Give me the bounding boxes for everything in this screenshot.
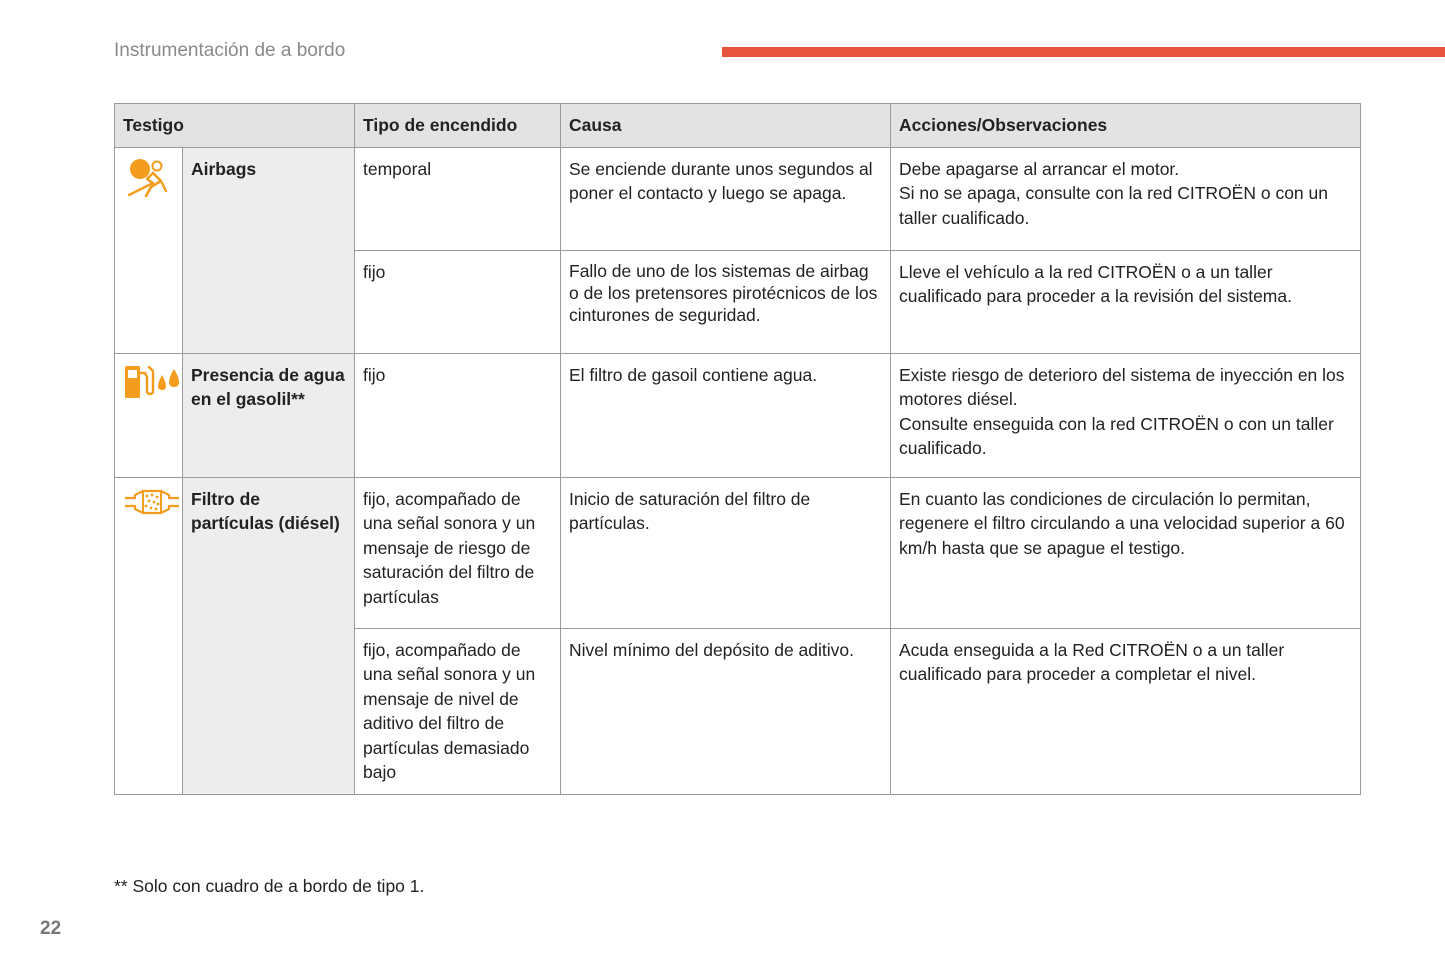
ignition-type-cell: fijo bbox=[355, 353, 561, 477]
cause-cell: Nivel mínimo del depósito de aditivo. bbox=[561, 628, 891, 794]
particle-filter-icon-cell bbox=[115, 477, 183, 794]
airbag-warning-icon bbox=[123, 157, 171, 201]
cause-cell: Inicio de saturación del filtro de partículas. bbox=[561, 477, 891, 628]
ignition-type-cell: temporal bbox=[355, 147, 561, 250]
airbag-icon-cell bbox=[115, 147, 183, 353]
column-header-tipo: Tipo de encendido bbox=[355, 104, 561, 148]
indicator-name-water: Presencia de agua en el gasolil** bbox=[183, 353, 355, 477]
footnote: ** Solo con cuadro de a bordo de tipo 1. bbox=[114, 876, 425, 896]
cause-cell: El filtro de gasoil contiene agua. bbox=[561, 353, 891, 477]
action-cell: En cuanto las condiciones de circulación lo permitan, regenere el filtro circulando a una velocidad superior a 60 km/h hasta que se apague el testigo. bbox=[891, 477, 1361, 628]
header-accent-bar bbox=[722, 47, 1445, 57]
indicator-name-particle-filter: Filtro de partículas (diésel) bbox=[183, 477, 355, 794]
indicator-name-airbags: Airbags bbox=[183, 147, 355, 353]
table-header-row bbox=[115, 104, 1361, 148]
cause-cell: Fallo de uno de los sistemas de airbag o de los pretensores pirotécnicos de los cinturones de seguridad. bbox=[561, 250, 891, 353]
page-number: 22 bbox=[40, 918, 62, 939]
ignition-type-cell: fijo bbox=[355, 250, 561, 353]
column-header-testigo: Testigo bbox=[115, 104, 355, 148]
table-row bbox=[115, 147, 1361, 250]
ignition-type-cell: fijo, acompañado de una señal sonora y un mensaje de nivel de aditivo del filtro de partículas demasiado bajo bbox=[355, 628, 561, 794]
table-row bbox=[115, 477, 1361, 628]
ignition-type-cell: fijo, acompañado de una señal sonora y un mensaje de riesgo de saturación del filtro de partículas bbox=[355, 477, 561, 628]
action-cell: Debe apagarse al arrancar el motor. Si no se apaga, consulte con la red CITROËN o con un taller cualificado. bbox=[891, 147, 1361, 250]
page-header-title: Instrumentación de a bordo bbox=[114, 40, 346, 61]
table-row bbox=[115, 353, 1361, 477]
particle-filter-icon bbox=[123, 487, 181, 517]
action-cell: Lleve el vehículo a la red CITROËN o a un taller cualificado para proceder a la revisión del sistema. bbox=[891, 250, 1361, 353]
cause-cell: Se enciende durante unos segundos al poner el contacto y luego se apaga. bbox=[561, 147, 891, 250]
column-header-acciones: Acciones/Observaciones bbox=[891, 104, 1361, 148]
warning-lights-table bbox=[114, 103, 1361, 795]
water-in-diesel-icon bbox=[123, 363, 181, 401]
action-cell: Existe riesgo de deterioro del sistema de inyección en los motores diésel. Consulte enseguida con la red CITROËN o con un taller cualificado. bbox=[891, 353, 1361, 477]
water-icon-cell bbox=[115, 353, 183, 477]
column-header-causa: Causa bbox=[561, 104, 891, 148]
action-cell: Acuda enseguida a la Red CITROËN o a un taller cualificado para proceder a completar el nivel. bbox=[891, 628, 1361, 794]
